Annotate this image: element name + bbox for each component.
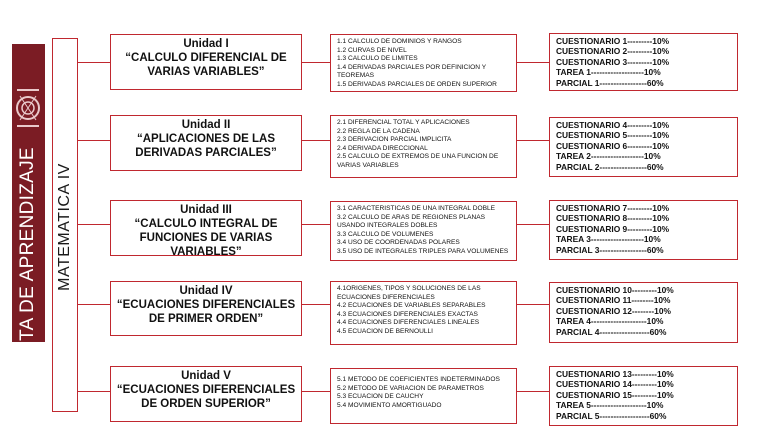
evaluation-item: TAREA 2-------------------10% (556, 151, 661, 162)
evaluation-item: TAREA 3-------------------10% (556, 234, 661, 245)
evaluation-item: CUESTIONARIO 11--------10% (556, 295, 671, 306)
topics-box-2 (330, 115, 517, 178)
evaluation-item: CUESTIONARIO 10---------10% (556, 285, 674, 295)
topic-item: 3.3 CALCULO DE VOLUMENES (337, 230, 434, 238)
unit-box-1 (110, 34, 302, 90)
evaluation-item: CUESTIONARIO 4---------10% (556, 120, 670, 130)
evaluation-item: CUESTIONARIO 14---------10% (556, 379, 674, 390)
connector (302, 62, 330, 63)
unit-title: “ECUACIONES DIFERENCIALES DE PRIMER ORDEN” (116, 299, 296, 325)
evaluation-box-5 (549, 366, 738, 426)
evaluation-item: PARCIAL 2-----------------60% (556, 161, 664, 172)
topic-item: 3.2 CALCULO DE ARAS DE REGIONES PLANAS USANDO INTEGRALES DOBLES (337, 213, 486, 230)
topics-box-3 (330, 201, 517, 261)
evaluation-item: CUESTIONARIO 3---------10% (556, 56, 670, 67)
evaluation-item: CUESTIONARIO 6---------10% (556, 140, 670, 151)
evaluation-item: TAREA 1-------------------10% (556, 67, 661, 78)
connector (517, 391, 549, 392)
unit-box-4 (110, 281, 302, 336)
evaluation-item: CUESTIONARIO 5---------10% (556, 130, 670, 141)
topics-box-4 (330, 281, 517, 345)
evaluation-box-2 (549, 117, 738, 177)
topic-item: 5.4 MOVIMIENTO AMORTIGUADO (337, 401, 442, 409)
evaluation-item: CUESTIONARIO 2---------10% (556, 46, 670, 57)
unit-number: Unidad I (183, 38, 229, 50)
topic-item: 5.1 METODO DE COEFICIENTES INDETERMINADOS (337, 376, 500, 383)
topics-box-1 (330, 34, 517, 92)
unit-box-5 (110, 366, 302, 422)
unit-title: “APLICACIONES DE LAS DERIVADAS PARCIALES” (135, 133, 277, 159)
evaluation-item: CUESTIONARIO 13---------10% (556, 369, 674, 379)
topic-item: 1.4 DERIVADAS PARCIALES POR DEFINICION Y TEOREMAS (337, 63, 487, 80)
topic-item: 2.2 REGLA DE LA CADENA (337, 127, 420, 135)
topic-item: 2.5 CALCULO DE EXTREMOS DE UNA FUNCION DE VARIAS VARIABLES (337, 153, 499, 169)
topics-box-5 (330, 368, 517, 424)
connector (302, 140, 330, 141)
topic-item: 3.5 USO DE INTEGRALES TRIPLES PARA VOLUMENES (337, 247, 509, 255)
evaluation-box-1 (549, 33, 738, 91)
topic-item: 2.4 DERIVADA DIRECCIONAL (337, 144, 428, 152)
topic-item: 4.1ORIGENES, TIPOS Y SOLUCIONES DE LAS ECUACIONES DIFERENCIALES (337, 285, 481, 301)
topic-item: 1.3 CALCULO DE LIMITES (337, 55, 418, 63)
connector (78, 140, 110, 141)
connector (517, 224, 549, 225)
unit-number: Unidad IV (179, 285, 233, 297)
evaluation-item: PARCIAL 3-----------------60% (556, 244, 664, 255)
topic-item: 1.2 CURVAS DE NIVEL (337, 46, 407, 54)
evaluation-item: CUESTIONARIO 8---------10% (556, 213, 670, 224)
evaluation-item: PARCIAL 5------------------60% (556, 410, 667, 421)
connector (517, 140, 549, 141)
topic-item: 5.3 ECUACION DE CAUCHY (337, 393, 424, 401)
evaluation-item: TAREA 4--------------------10% (556, 316, 664, 327)
topic-item: 1.5 DERIVADAS PARCIALES DE ORDEN SUPERIOR (337, 80, 497, 88)
evaluation-item: TAREA 5--------------------10% (556, 400, 664, 411)
evaluation-item: CUESTIONARIO 9---------10% (556, 223, 670, 234)
connector (302, 224, 330, 225)
evaluation-item: CUESTIONARIO 7---------10% (556, 203, 670, 213)
unit-number: Unidad II (181, 119, 231, 131)
unit-box-3 (110, 200, 302, 256)
connector (78, 391, 110, 392)
unit-number: Unidad V (181, 370, 231, 382)
topic-item: 4.5 ECUACION DE BERNOULLI (337, 327, 434, 335)
topic-item: 2.3 DERIVACION PARCIAL IMPLICITA (337, 136, 452, 144)
topic-item: 2.1 DIFERENCIAL TOTAL Y APLICACIONES (337, 119, 470, 126)
evaluation-box-3 (549, 200, 738, 260)
sidebar-label: RUTA DE APRENDIZAJE (17, 147, 38, 369)
unit-title: “ECUACIONES DIFERENCIALES DE ORDEN SUPERIOR” (116, 384, 296, 410)
evaluation-item: PARCIAL 4------------------60% (556, 326, 667, 337)
topic-item: 4.3 ECUACIONES DIFERENCIALES EXACTAS (337, 310, 478, 318)
evaluation-item: CUESTIONARIO 15---------10% (556, 389, 674, 400)
evaluation-item: CUESTIONARIO 12--------10% (556, 305, 671, 316)
connector (78, 62, 110, 63)
topic-item: 1.1 CALCULO DE DOMINIOS Y RANGOS (337, 38, 462, 45)
subject-box (52, 38, 78, 412)
unit-title: “CALCULO DIFERENCIAL DE VARIAS VARIABLES” (125, 52, 287, 78)
connector (78, 224, 110, 225)
sidebar-banner (12, 44, 45, 369)
emblem-icon (14, 78, 42, 138)
topic-item: 4.2 ECUACIONES DE VARIABLES SEPARABLES (337, 302, 486, 310)
unit-number: Unidad III (180, 204, 232, 216)
subject-title: MATEMATICA IV (56, 163, 73, 291)
topic-item: 4.4 ECUACIONES DIFERENCIALES LINEALES (337, 319, 480, 327)
evaluation-item: PARCIAL 1-----------------60% (556, 77, 664, 88)
evaluation-box-4 (549, 282, 738, 343)
topic-item: 5.2 METODO DE VARIACION DE PARAMETROS (337, 384, 484, 392)
connector (78, 304, 110, 305)
topic-item: 3.1 CARACTERISTICAS DE UNA INTEGRAL DOBLE (337, 205, 496, 212)
evaluation-item: CUESTIONARIO 1---------10% (556, 36, 670, 46)
topic-item: 3.4 USO DE COORDENADAS POLARES (337, 239, 460, 247)
connector (517, 62, 549, 63)
connector (302, 391, 330, 392)
unit-box-2 (110, 115, 302, 171)
connector (517, 304, 549, 305)
connector (302, 304, 330, 305)
unit-title: “CALCULO INTEGRAL DE FUNCIONES DE VARIAS VARIABLES” (134, 218, 278, 258)
